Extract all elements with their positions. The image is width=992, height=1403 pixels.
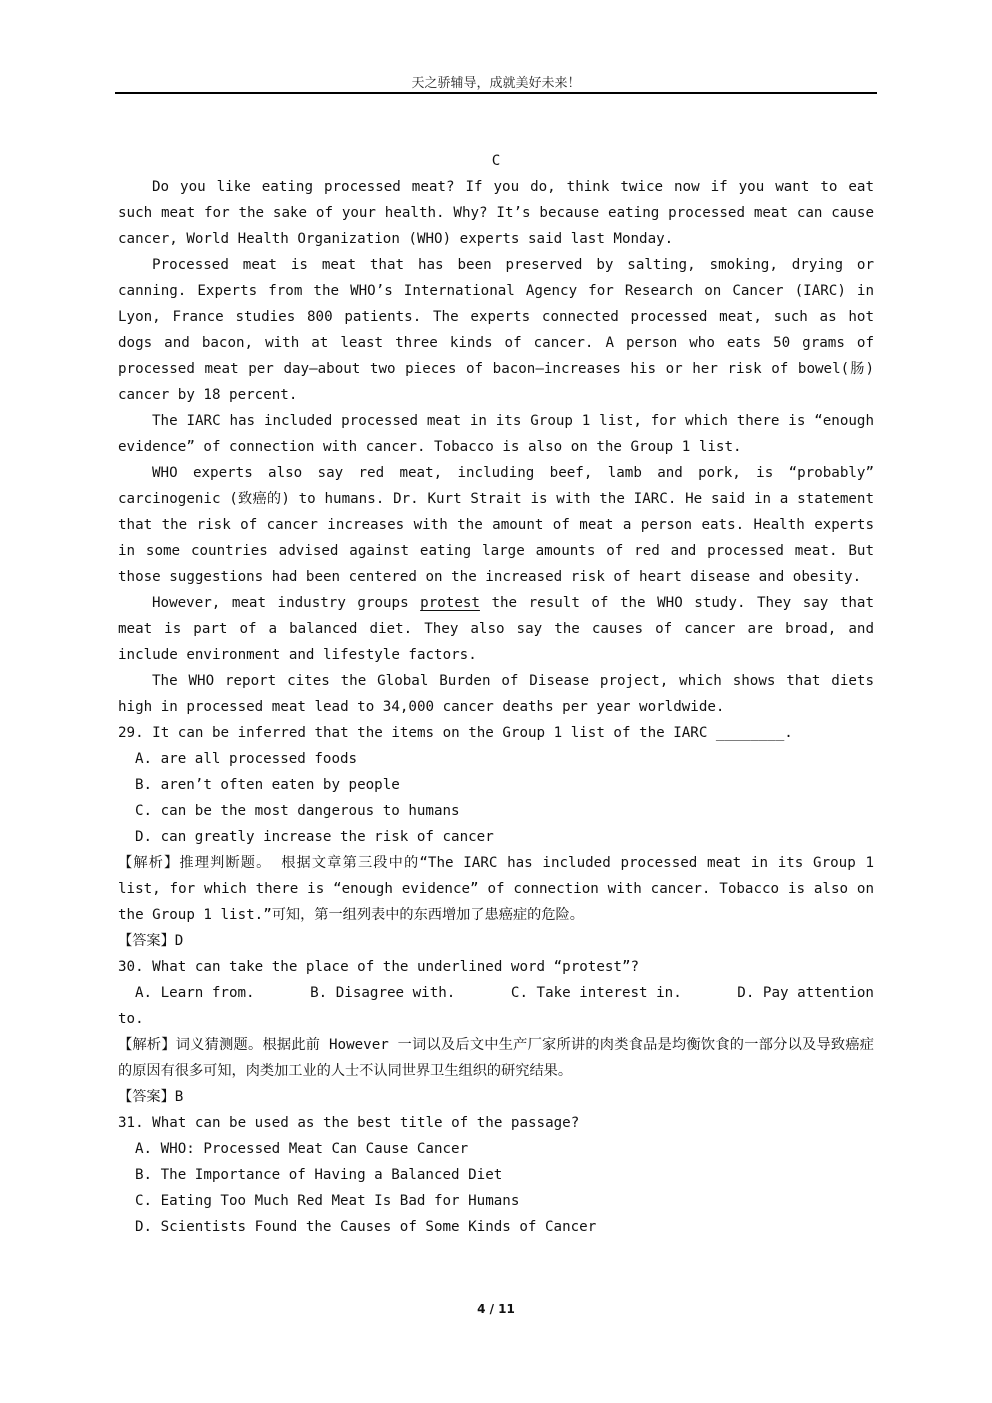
q30-analysis: 【解析】词义猜测题。根据此前 However 一词以及后文中生产厂家所讲的肉类食品是均衡饮食的一部分以及导致癌症的原因有很多可知，肉类加工业的人士不认同世界卫生组织的研究结果。 [118,1037,874,1079]
passage-paragraph-3: The IARC has included processed meat in its Group 1 list, for which there is “enough evidence” of connection with cancer. Tobacco is also on the Group 1 list. [118,413,874,455]
q29-option-d: D. can greatly increase the risk of cancer [135,829,494,845]
passage-paragraph-2: Processed meat is meat that has been preserved by salting, smoking, drying or canning. Experts from the WHO’s International Agency for Research on Cancer (IARC) in Lyon, France studies 800 patients. The experts connected processed meat, such as hot dogs and bacon, with at least three kinds of cancer. A person who eats 50 grams of processed meat per day—about two pieces of bacon—increases his or her risk of bowel(肠) cancer by 18 percent. [118,257,874,403]
passage-paragraph-4: WHO experts also say red meat, including beef, lamb and pork, is “probably” carcinogenic (致癌的) to humans. Dr. Kurt Strait is with the IARC. He said in a statement that the risk of cancer increases with the amount of meat a person eats. Health experts in some countries advised against eating large amounts of red and processed meat. But those suggestions had been centered on the increased risk of heart disease and obesity. [118,465,874,585]
passage-paragraph-6: The WHO report cites the Global Burden of Disease project, which shows that diets high in processed meat lead to 34,000 cancer deaths per year worldwide. [118,673,874,715]
question-30: 30. What can take the place of the underlined word “protest”? [118,959,640,975]
header-rule [115,92,877,94]
q30-option-d-tail: to. [118,1011,144,1027]
q29-answer: 【答案】D [118,933,184,949]
document-body [118,148,874,1240]
page-number: 4 / 11 [477,1302,515,1316]
q31-option-a: A. WHO: Processed Meat Can Cause Cancer [135,1141,469,1157]
q29-option-a: A. are all processed foods [135,751,358,767]
q30-option-d: D. Pay attention [737,985,874,1001]
q31-option-b: B. The Importance of Having a Balanced Diet [135,1167,503,1183]
p5-before: However, meat industry groups [152,595,421,611]
q29-option-b: B. aren’t often eaten by people [135,777,400,793]
section-letter: C [491,153,501,169]
q29-option-c: C. can be the most dangerous to humans [135,803,460,819]
q30-answer: 【答案】B [118,1089,184,1105]
passage-paragraph-5 [118,590,874,668]
passage-paragraph-1: Do you like eating processed meat? If you do, think twice now if you want to eat such meat for the sake of your health. Why? It’s because eating processed meat can cause cancer, World Health Organization (WHO) experts said last Monday. [118,179,874,247]
q30-option-b: B. Disagree with. [310,985,456,1001]
q30-option-a: A. Learn from. [135,985,255,1001]
q30-options-row [118,980,874,1006]
p5-after: the result of the WHO study. They say that meat is part of a balanced diet. They also say the causes of cancer are broad, and include environment and lifestyle factors. [118,595,875,663]
question-29: 29. It can be inferred that the items on the Group 1 list of the IARC ________. [118,725,793,741]
underlined-word: protest [420,595,480,611]
q31-option-d: D. Scientists Found the Causes of Some Kinds of Cancer [135,1219,597,1235]
q30-option-c: C. Take interest in. [510,985,682,1001]
q31-option-c: C. Eating Too Much Red Meat Is Bad for Humans [135,1193,520,1209]
q29-analysis: 【解析】推理判断题。 根据文章第三段中的“The IARC has included processed meat in its Group 1 list, for which there is “enough evidence” of connection with cancer. Tobacco is also on the Group 1 list.”可知，第一组列表中的东西增加了患癌症的危险。 [118,855,874,923]
question-31: 31. What can be used as the best title of the passage? [118,1115,580,1131]
header-text: 天之骄辅导，成就美好未来！ [411,76,581,91]
